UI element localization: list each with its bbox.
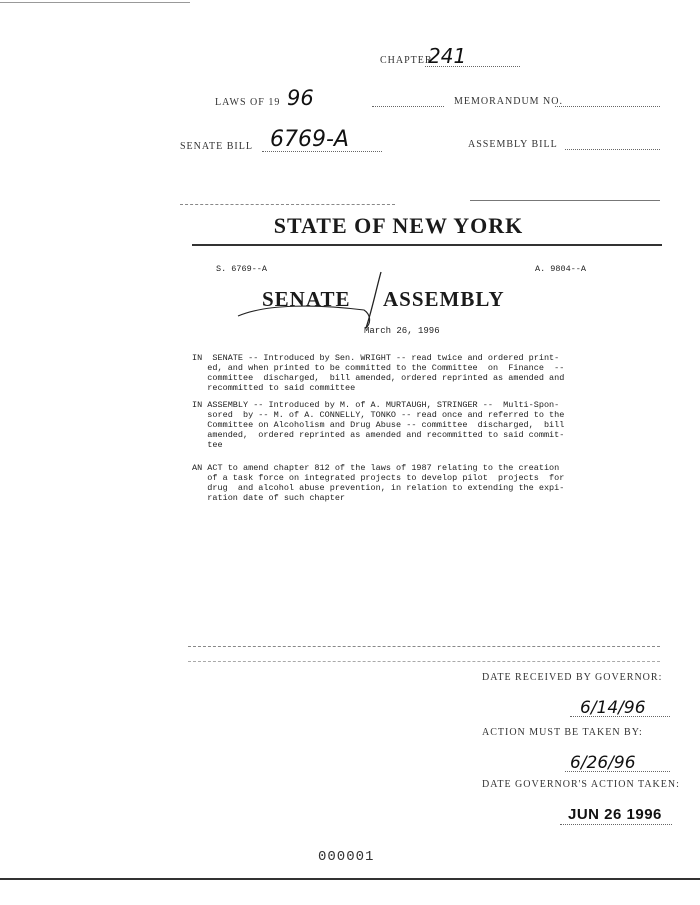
- assembly-line: Committee on Alcoholism and Drug Abuse -- committee discharged, bill: [192, 420, 565, 430]
- assembly-paragraph: [192, 400, 564, 450]
- state-title: STATE OF NEW YORK: [273, 213, 524, 238]
- chapter-value: 241: [428, 44, 467, 68]
- chapter-label: CHAPTER: [380, 55, 433, 66]
- senate-bill-number: S. 6769--A: [216, 264, 268, 274]
- date-received-value: 6/14/96: [580, 698, 646, 718]
- assembly-line: sored by -- M. of A. CONNELLY, TONKO -- read once and referred to the: [192, 410, 565, 420]
- chamber-heading-assembly: ASSEMBLY: [383, 287, 505, 311]
- footer-separator-1: [188, 646, 660, 647]
- act-line: ration date of such chapter: [192, 493, 346, 503]
- date-received-line: [570, 716, 670, 717]
- governor-action-label: DATE GOVERNOR'S ACTION TAKEN:: [482, 779, 680, 790]
- governor-action-line: [560, 824, 672, 825]
- footer-separator-2: [188, 661, 660, 662]
- act-paragraph: [192, 463, 564, 503]
- chapter-line: [425, 66, 520, 67]
- header-separator-left: [180, 204, 395, 205]
- date-received-label: DATE RECEIVED BY GOVERNOR:: [482, 672, 663, 683]
- senate-line: IN SENATE -- Introduced by Sen. WRIGHT -- read twice and ordered print-: [192, 353, 560, 363]
- senate-line: committee discharged, bill amended, ordered reprinted as amended and: [192, 373, 565, 383]
- memorandum-line: [555, 106, 660, 107]
- assembly-line: amended, ordered reprinted as amended and recommitted to said commit-: [192, 430, 565, 440]
- senate-paragraph: [192, 353, 564, 393]
- action-must-line: [565, 771, 670, 772]
- action-must-value: 6/26/96: [570, 753, 636, 773]
- memorandum-label: MEMORANDUM NO.: [454, 96, 564, 107]
- senate-line: ed, and when printed to be committed to the Committee on Finance --: [192, 363, 565, 373]
- laws-label: LAWS OF 19: [215, 97, 281, 108]
- laws-value: 96: [287, 86, 314, 110]
- bottom-edge-line: [0, 878, 700, 880]
- chamber-heading-senate: SENATE: [262, 287, 351, 311]
- senate-bill-line: [262, 151, 382, 152]
- assembly-bill-line: [565, 149, 660, 150]
- slash-stroke: [366, 272, 381, 328]
- top-edge-line: [0, 2, 190, 3]
- introduction-date: March 26, 1996: [364, 326, 440, 336]
- senate-bill-label: SENATE BILL: [180, 141, 253, 152]
- assembly-bill-label: ASSEMBLY BILL: [468, 139, 558, 150]
- senate-bill-value: 6769-A: [270, 127, 349, 152]
- header-separator-right: [470, 200, 660, 201]
- assembly-line: IN ASSEMBLY -- Introduced by M. of A. MURTAUGH, STRINGER -- Multi-Spon-: [192, 400, 560, 410]
- assembly-bill-number: A. 9804--A: [535, 264, 587, 274]
- senate-line: recommitted to said committee: [192, 383, 356, 393]
- senate-underline-stroke: [238, 306, 370, 328]
- assembly-line: tee: [192, 440, 223, 450]
- title-rule: [192, 244, 662, 246]
- act-line: AN ACT to amend chapter 812 of the laws of 1987 relating to the creation: [192, 463, 560, 473]
- laws-line: [372, 106, 444, 107]
- governor-action-stamp: JUN 26 1996: [568, 806, 662, 823]
- act-line: drug and alcohol abuse prevention, in relation to extending the expi-: [192, 483, 565, 493]
- action-must-label: ACTION MUST BE TAKEN BY:: [482, 727, 643, 738]
- act-line: of a task force on integrated projects to develop pilot projects for: [192, 473, 565, 483]
- page-number: 000001: [318, 849, 375, 865]
